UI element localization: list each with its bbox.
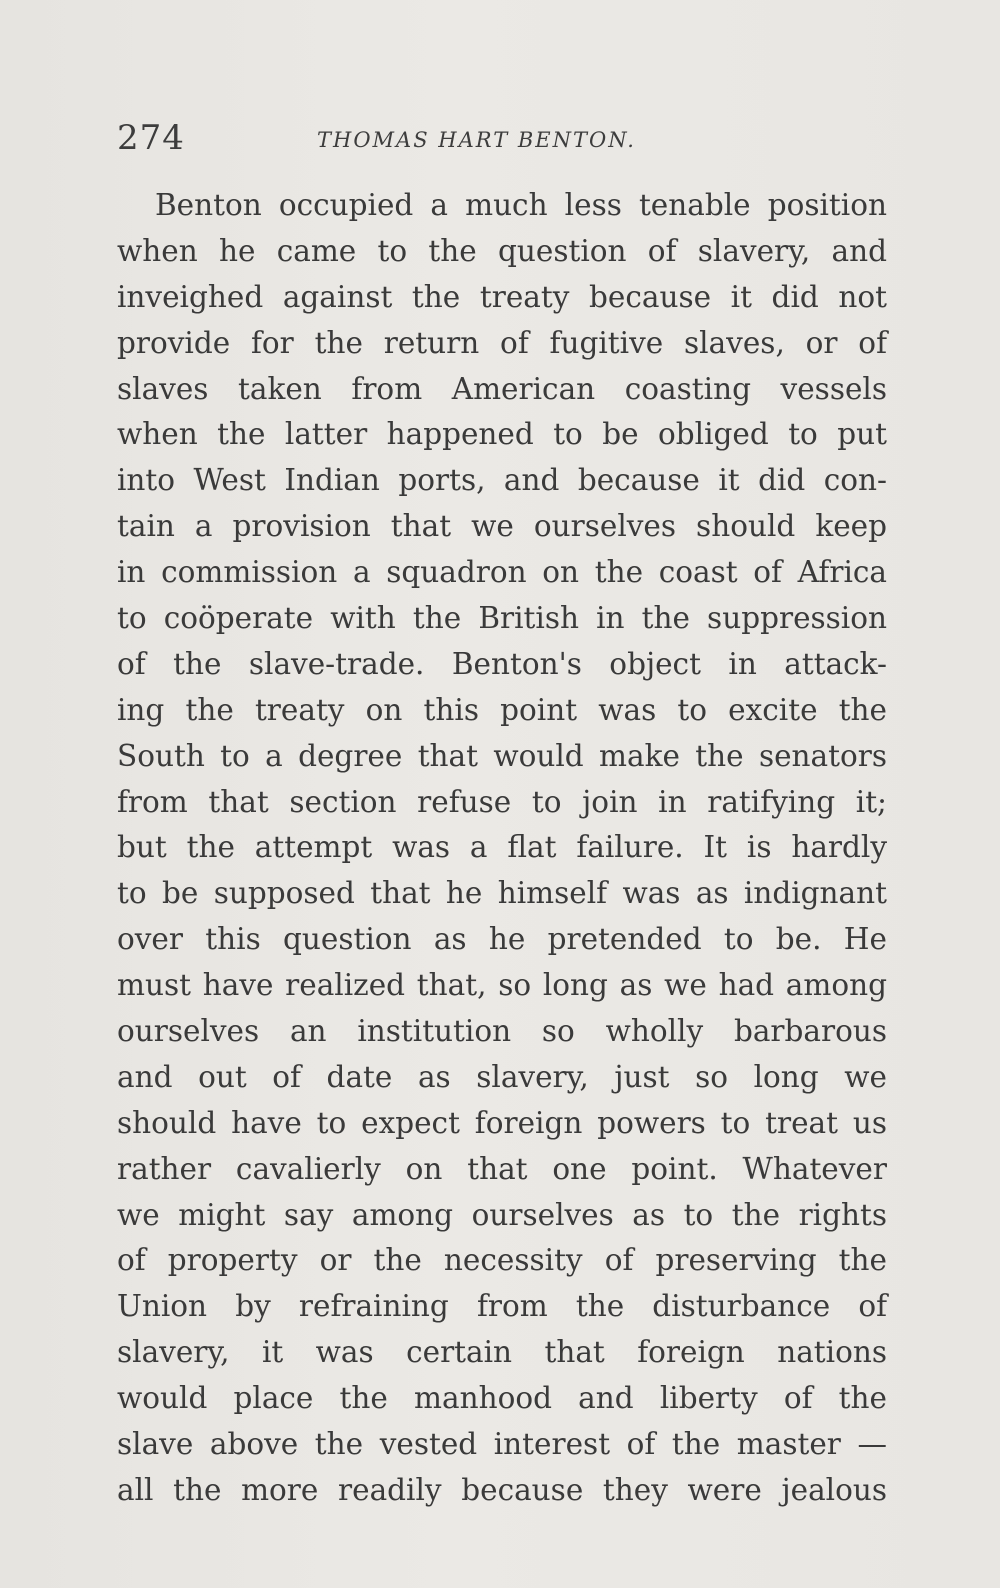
text-line: of property or the necessity of preserving the	[117, 1243, 887, 1278]
text-line: all the more readily because they were jealous	[117, 1472, 887, 1507]
text-line: to be supposed that he himself was as indignant	[117, 876, 887, 911]
text-line: in commission a squadron on the coast of Africa	[117, 555, 887, 590]
text-line: Benton occupied a much less tenable position	[155, 188, 887, 222]
text-line: over this question as he pretended to be. He	[117, 922, 887, 957]
text-line: would place the manhood and liberty of the	[117, 1381, 887, 1416]
text-line: we might say among ourselves as to the rights	[117, 1197, 887, 1232]
body-paragraph	[117, 183, 887, 1514]
text-line: tain a provision that we ourselves should keep	[117, 509, 887, 544]
text-line: ing the treaty on this point was to excite the	[117, 692, 887, 727]
text-line: and out of date as slavery, just so long we	[117, 1059, 887, 1094]
text-line: inveighed against the treaty because it did not	[117, 279, 887, 314]
text-line: of the slave-trade. Benton's object in attack-	[117, 646, 887, 681]
text-line: rather cavalierly on that one point. Whatever	[117, 1151, 887, 1186]
text-line: from that section refuse to join in ratifying it;	[117, 784, 887, 819]
text-line: provide for the return of fugitive slaves, or of	[117, 325, 887, 360]
text-line: South to a degree that would make the senators	[117, 738, 887, 773]
text-line: when he came to the question of slavery, and	[117, 233, 887, 268]
text-line: ourselves an institution so wholly barbarous	[117, 1014, 887, 1049]
text-line: into West Indian ports, and because it did con-	[117, 463, 887, 498]
text-line: to coöperate with the British in the suppression	[117, 601, 887, 636]
text-line: when the latter happened to be obliged to put	[117, 417, 887, 452]
text-line: slavery, it was certain that foreign nations	[117, 1335, 887, 1370]
text-line: should have to expect foreign powers to treat us	[117, 1105, 887, 1140]
page-number: 274	[117, 118, 185, 158]
text-line: must have realized that, so long as we had among	[117, 968, 887, 1003]
running-title: THOMAS HART BENTON.	[317, 128, 636, 152]
text-line: Union by refraining from the disturbance of	[117, 1289, 887, 1324]
text-line: but the attempt was a flat failure. It is hardly	[117, 830, 887, 865]
running-head	[117, 116, 887, 160]
text-line: slaves taken from American coasting vessels	[117, 371, 887, 406]
text-line: slave above the vested interest of the master —	[117, 1427, 887, 1462]
